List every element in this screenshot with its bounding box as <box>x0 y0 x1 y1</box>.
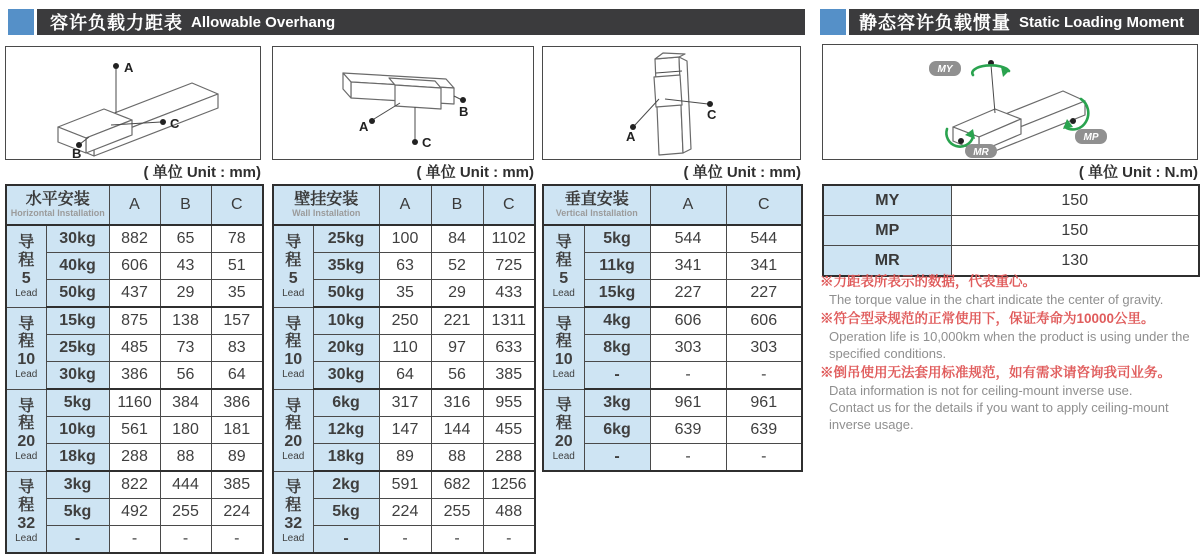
column-header-a: A <box>650 185 726 225</box>
installation-title-cell <box>543 185 650 225</box>
value-cell: 1102 <box>483 225 535 253</box>
unit-label-mm-2: ( 单位 Unit : mm) <box>416 164 534 181</box>
value-cell: 961 <box>726 389 802 417</box>
column-header-a: A <box>109 185 160 225</box>
lead-cn-char: 导 <box>555 315 572 333</box>
horizontal-rail-drawing <box>6 47 260 159</box>
unit-label-mm-3: ( 单位 Unit : mm) <box>683 164 801 181</box>
load-cell: - <box>46 526 109 554</box>
lead-cn-char: 导 <box>285 479 302 497</box>
table-wall-installation <box>272 184 536 554</box>
moment-row <box>823 185 1199 216</box>
diagram-vertical-installation <box>542 46 801 160</box>
table-row <box>6 389 263 417</box>
value-cell: 303 <box>726 335 802 362</box>
lead-cn-char: 程 <box>555 251 572 269</box>
value-cell: - <box>160 526 211 554</box>
diagram-loading-moments <box>822 44 1198 160</box>
lead-cn-char: 程 <box>285 415 302 433</box>
lead-en-label: Lead <box>552 451 575 463</box>
lead-en-label: Lead <box>15 451 38 463</box>
header-row <box>273 185 535 225</box>
section-header-static-loading-moment <box>849 9 1199 35</box>
value-cell: 73 <box>160 335 211 362</box>
load-cell: 5kg <box>46 389 109 417</box>
table-body <box>273 225 535 553</box>
value-cell: 1160 <box>109 389 160 417</box>
lead-cn-char: 程 <box>18 251 35 269</box>
lead-cn-char: 程 <box>555 415 572 433</box>
value-cell: 955 <box>483 389 535 417</box>
load-cell: 40kg <box>46 253 109 280</box>
load-cell: 15kg <box>584 280 650 308</box>
value-cell: 591 <box>379 471 431 499</box>
lead-cn-char: 程 <box>285 333 302 351</box>
lead-cn-char: 导 <box>555 233 572 251</box>
lead-cn-char: 程 <box>285 497 302 515</box>
lead-group-cell <box>273 225 313 307</box>
value-cell: 455 <box>483 417 535 444</box>
value-cell: 882 <box>109 225 160 253</box>
point-a-label: A <box>124 60 134 75</box>
load-cell: 50kg <box>313 280 379 308</box>
note-line-en: Contact us for the details if you want to apply ceiling-mount inverse usage. <box>829 400 1169 433</box>
value-cell: 29 <box>431 280 483 308</box>
value-cell: 89 <box>379 444 431 472</box>
value-cell: 488 <box>483 499 535 526</box>
lead-group-cell <box>273 389 313 471</box>
section-title-en: Allowable Overhang <box>191 13 336 31</box>
header-row <box>543 185 802 225</box>
table-row <box>273 499 535 526</box>
value-cell: 384 <box>160 389 211 417</box>
point-a-marker <box>113 63 119 69</box>
installation-title-cell <box>6 185 109 225</box>
load-cell: 8kg <box>584 335 650 362</box>
lead-number: 32 <box>17 515 36 533</box>
moment-value-cell: 150 <box>951 185 1199 216</box>
value-cell: 437 <box>109 280 160 308</box>
value-cell: 639 <box>726 417 802 444</box>
value-cell: 227 <box>650 280 726 308</box>
lead-en-label: Lead <box>552 369 575 381</box>
load-cell: 2kg <box>313 471 379 499</box>
load-cell: 50kg <box>46 280 109 308</box>
load-cell: 30kg <box>46 362 109 390</box>
lead-en-label: Lead <box>15 287 38 299</box>
value-cell: 606 <box>650 307 726 335</box>
value-cell: 633 <box>483 335 535 362</box>
value-cell: 385 <box>211 471 263 499</box>
table-row <box>273 362 535 390</box>
value-cell: 444 <box>160 471 211 499</box>
header-row <box>6 185 263 225</box>
lead-number: 20 <box>554 433 573 451</box>
diagram-wall-installation <box>272 46 534 160</box>
mr-axis-marker <box>958 138 964 144</box>
table-head <box>273 185 535 225</box>
value-cell: 78 <box>211 225 263 253</box>
lead-group-cell <box>6 225 46 307</box>
table-row <box>543 389 802 417</box>
value-cell: 221 <box>431 307 483 335</box>
lead-number: 5 <box>559 269 569 287</box>
lead-cn-char: 程 <box>18 415 35 433</box>
installation-title-en: Wall Installation <box>292 208 361 219</box>
note-line-en: Data information is not for ceiling-mount inverse use. <box>829 382 1133 398</box>
value-cell: 1256 <box>483 471 535 499</box>
value-cell: 250 <box>379 307 431 335</box>
table-row <box>543 307 802 335</box>
value-cell: 35 <box>211 280 263 308</box>
point-b-label: B <box>459 104 469 119</box>
value-cell: 83 <box>211 335 263 362</box>
lead-cn-char: 导 <box>18 479 35 497</box>
diagram-horizontal-installation <box>5 46 261 160</box>
load-cell: 30kg <box>46 225 109 253</box>
load-cell: 15kg <box>46 307 109 335</box>
load-cell: - <box>313 526 379 554</box>
value-cell: - <box>650 444 726 472</box>
value-cell: 341 <box>650 253 726 280</box>
table-head <box>543 185 802 225</box>
value-cell: 341 <box>726 253 802 280</box>
table-row <box>273 225 535 253</box>
lead-cn-char: 程 <box>18 333 35 351</box>
lead-en-label: Lead <box>552 287 575 299</box>
load-cell: 5kg <box>584 225 650 253</box>
column-header-c: C <box>726 185 802 225</box>
point-c-marker <box>412 139 418 145</box>
column-header-a: A <box>379 185 431 225</box>
value-cell: 386 <box>211 389 263 417</box>
lead-cn-char: 导 <box>285 315 302 333</box>
table-row <box>273 444 535 472</box>
value-cell: 682 <box>431 471 483 499</box>
moment-value-cell: 150 <box>951 216 1199 246</box>
value-cell: 606 <box>109 253 160 280</box>
header-accent-square-left <box>8 9 34 35</box>
table-vertical-installation <box>542 184 803 472</box>
value-cell: 88 <box>160 444 211 472</box>
load-cell: 6kg <box>313 389 379 417</box>
value-cell: 63 <box>379 253 431 280</box>
load-cell: 11kg <box>584 253 650 280</box>
installation-title-cn: 水平安装 <box>25 190 90 208</box>
point-a-marker <box>369 118 375 124</box>
value-cell: 180 <box>160 417 211 444</box>
value-cell: 386 <box>109 362 160 390</box>
mr-badge-label: MR <box>973 147 989 158</box>
table-row <box>273 389 535 417</box>
value-cell: 961 <box>650 389 726 417</box>
value-cell: 89 <box>211 444 263 472</box>
load-cell: 6kg <box>584 417 650 444</box>
value-cell: 433 <box>483 280 535 308</box>
moment-row <box>823 216 1199 246</box>
value-cell: 485 <box>109 335 160 362</box>
point-c-label: C <box>707 107 717 122</box>
moment-label-cell: MR <box>823 246 951 277</box>
load-cell: 35kg <box>313 253 379 280</box>
value-cell: 875 <box>109 307 160 335</box>
load-cell: 20kg <box>313 335 379 362</box>
value-cell: - <box>379 526 431 554</box>
load-cell: 25kg <box>313 225 379 253</box>
value-cell: - <box>109 526 160 554</box>
point-b-marker <box>460 97 466 103</box>
lead-group-cell <box>6 471 46 553</box>
value-cell: 56 <box>431 362 483 390</box>
value-cell: 64 <box>211 362 263 390</box>
section-title-cn: 容许负载力距表 <box>50 13 183 33</box>
value-cell: 224 <box>211 499 263 526</box>
table-row <box>273 253 535 280</box>
load-cell: 3kg <box>584 389 650 417</box>
table-row <box>6 471 263 499</box>
point-c-label: C <box>422 135 432 150</box>
value-cell: 606 <box>726 307 802 335</box>
wall-rail-drawing <box>273 47 533 159</box>
section-header-allowable-overhang <box>37 9 805 35</box>
value-cell: 65 <box>160 225 211 253</box>
lead-cn-char: 程 <box>285 251 302 269</box>
lead-cn-char: 程 <box>555 333 572 351</box>
point-c-marker <box>160 119 166 125</box>
lead-en-label: Lead <box>282 533 305 545</box>
lead-en-label: Lead <box>282 369 305 381</box>
lead-cn-char: 导 <box>285 397 302 415</box>
load-cell: 12kg <box>313 417 379 444</box>
value-cell: 35 <box>379 280 431 308</box>
lead-group-cell <box>543 225 584 307</box>
table-row <box>273 307 535 335</box>
moment-label-cell: MP <box>823 216 951 246</box>
lead-en-label: Lead <box>15 533 38 545</box>
value-cell: - <box>726 362 802 390</box>
column-header-b: B <box>160 185 211 225</box>
lead-cn-char: 导 <box>18 233 35 251</box>
column-header-c: C <box>483 185 535 225</box>
section-title-en: Static Loading Moment <box>1019 13 1184 31</box>
load-cell: 5kg <box>313 499 379 526</box>
load-cell: 25kg <box>46 335 109 362</box>
value-cell: 317 <box>379 389 431 417</box>
value-cell: 561 <box>109 417 160 444</box>
value-cell: 385 <box>483 362 535 390</box>
value-cell: 64 <box>379 362 431 390</box>
value-cell: 725 <box>483 253 535 280</box>
load-cell: - <box>584 444 650 472</box>
value-cell: 52 <box>431 253 483 280</box>
value-cell: 100 <box>379 225 431 253</box>
point-c-label: C <box>170 116 180 131</box>
lead-number: 20 <box>17 433 36 451</box>
value-cell: 97 <box>431 335 483 362</box>
lead-cn-char: 导 <box>285 233 302 251</box>
mp-badge-label: MP <box>1083 132 1099 143</box>
table-row <box>6 225 263 253</box>
value-cell: 43 <box>160 253 211 280</box>
value-cell: - <box>431 526 483 554</box>
value-cell: 144 <box>431 417 483 444</box>
lead-en-label: Lead <box>282 451 305 463</box>
mp-axis-marker <box>1070 118 1076 124</box>
moment-rail-drawing <box>823 45 1197 159</box>
unit-label-nm: ( 单位 Unit : N.m) <box>1078 164 1198 181</box>
value-cell: 492 <box>109 499 160 526</box>
lead-number: 5 <box>288 269 298 287</box>
table-row <box>543 225 802 253</box>
table-row <box>6 307 263 335</box>
value-cell: 822 <box>109 471 160 499</box>
lead-group-cell <box>6 389 46 471</box>
note-line-en: The torque value in the chart indicate the center of gravity. <box>829 291 1164 307</box>
vertical-rail-drawing <box>543 47 800 159</box>
value-cell: 303 <box>650 335 726 362</box>
moment-value-cell: 130 <box>951 246 1199 277</box>
lead-number: 20 <box>284 433 303 451</box>
point-b-label: B <box>72 146 82 161</box>
note-line-cn: ※倒吊使用无法套用标准规范，如有需求请咨询我司业务。 <box>820 365 1171 381</box>
lead-cn-char: 导 <box>18 315 35 333</box>
lead-cn-char: 导 <box>555 397 572 415</box>
load-cell: 4kg <box>584 307 650 335</box>
load-cell: 10kg <box>46 417 109 444</box>
table-head <box>6 185 263 225</box>
lead-en-label: Lead <box>15 369 38 381</box>
load-cell: 18kg <box>313 444 379 472</box>
value-cell: 88 <box>431 444 483 472</box>
load-cell: 10kg <box>313 307 379 335</box>
header-accent-square-right <box>820 9 846 35</box>
notes-block <box>820 271 1200 433</box>
value-cell: 288 <box>109 444 160 472</box>
value-cell: 138 <box>160 307 211 335</box>
lead-number: 32 <box>284 515 303 533</box>
load-cell: 3kg <box>46 471 109 499</box>
note-line-cn: ※力距表所表示的数据，代表重心。 <box>820 274 1036 289</box>
installation-title-cn: 壁挂安装 <box>294 190 359 208</box>
value-cell: 181 <box>211 417 263 444</box>
lead-number: 10 <box>17 351 36 369</box>
installation-title-cn: 垂直安装 <box>564 190 629 208</box>
my-badge-label: MY <box>937 64 953 75</box>
moment-label-cell: MY <box>823 185 951 216</box>
value-cell: 29 <box>160 280 211 308</box>
lead-cn-char: 程 <box>18 497 35 515</box>
column-header-c: C <box>211 185 263 225</box>
load-cell: 30kg <box>313 362 379 390</box>
unit-label-mm-1: ( 单位 Unit : mm) <box>143 164 261 181</box>
table-row <box>273 417 535 444</box>
value-cell: 51 <box>211 253 263 280</box>
table-row <box>273 471 535 499</box>
installation-title-en: Horizontal Installation <box>10 208 105 219</box>
column-header-b: B <box>431 185 483 225</box>
value-cell: - <box>483 526 535 554</box>
table-horizontal-installation <box>5 184 264 554</box>
value-cell: - <box>211 526 263 554</box>
load-cell: 5kg <box>46 499 109 526</box>
lead-group-cell <box>273 471 313 553</box>
installation-title-cell <box>273 185 379 225</box>
value-cell: 110 <box>379 335 431 362</box>
table-body <box>6 225 263 553</box>
value-cell: 1311 <box>483 307 535 335</box>
section-title-cn: 静态容许负载惯量 <box>859 13 1011 33</box>
value-cell: 316 <box>431 389 483 417</box>
lead-en-label: Lead <box>282 287 305 299</box>
lead-number: 5 <box>21 269 31 287</box>
value-cell: 147 <box>379 417 431 444</box>
table-static-loading-moment <box>822 184 1200 277</box>
lead-number: 10 <box>284 351 303 369</box>
lead-cn-char: 导 <box>18 397 35 415</box>
lead-number: 10 <box>554 351 573 369</box>
point-a-label: A <box>359 119 369 134</box>
value-cell: 544 <box>726 225 802 253</box>
value-cell: 157 <box>211 307 263 335</box>
value-cell: - <box>650 362 726 390</box>
value-cell: 84 <box>431 225 483 253</box>
value-cell: 639 <box>650 417 726 444</box>
installation-title-en: Vertical Installation <box>555 208 638 219</box>
table-row <box>273 526 535 554</box>
value-cell: 255 <box>431 499 483 526</box>
value-cell: 224 <box>379 499 431 526</box>
lead-group-cell <box>543 307 584 389</box>
lead-group-cell <box>543 389 584 471</box>
value-cell: 56 <box>160 362 211 390</box>
point-a-label: A <box>626 129 636 144</box>
load-cell: - <box>584 362 650 390</box>
value-cell: 288 <box>483 444 535 472</box>
table-row <box>273 335 535 362</box>
note-line-cn: ※符合型录规范的正常使用下，保证寿命为10000公里。 <box>820 310 1155 326</box>
value-cell: 227 <box>726 280 802 308</box>
load-cell: 18kg <box>46 444 109 472</box>
lead-group-cell <box>6 307 46 389</box>
note-line-en: Operation life is 10,000km when the product is using under the specified conditions. <box>829 328 1190 361</box>
value-cell: 255 <box>160 499 211 526</box>
value-cell: - <box>726 444 802 472</box>
table-row <box>273 280 535 308</box>
lead-group-cell <box>273 307 313 389</box>
table-body <box>543 225 802 471</box>
value-cell: 544 <box>650 225 726 253</box>
